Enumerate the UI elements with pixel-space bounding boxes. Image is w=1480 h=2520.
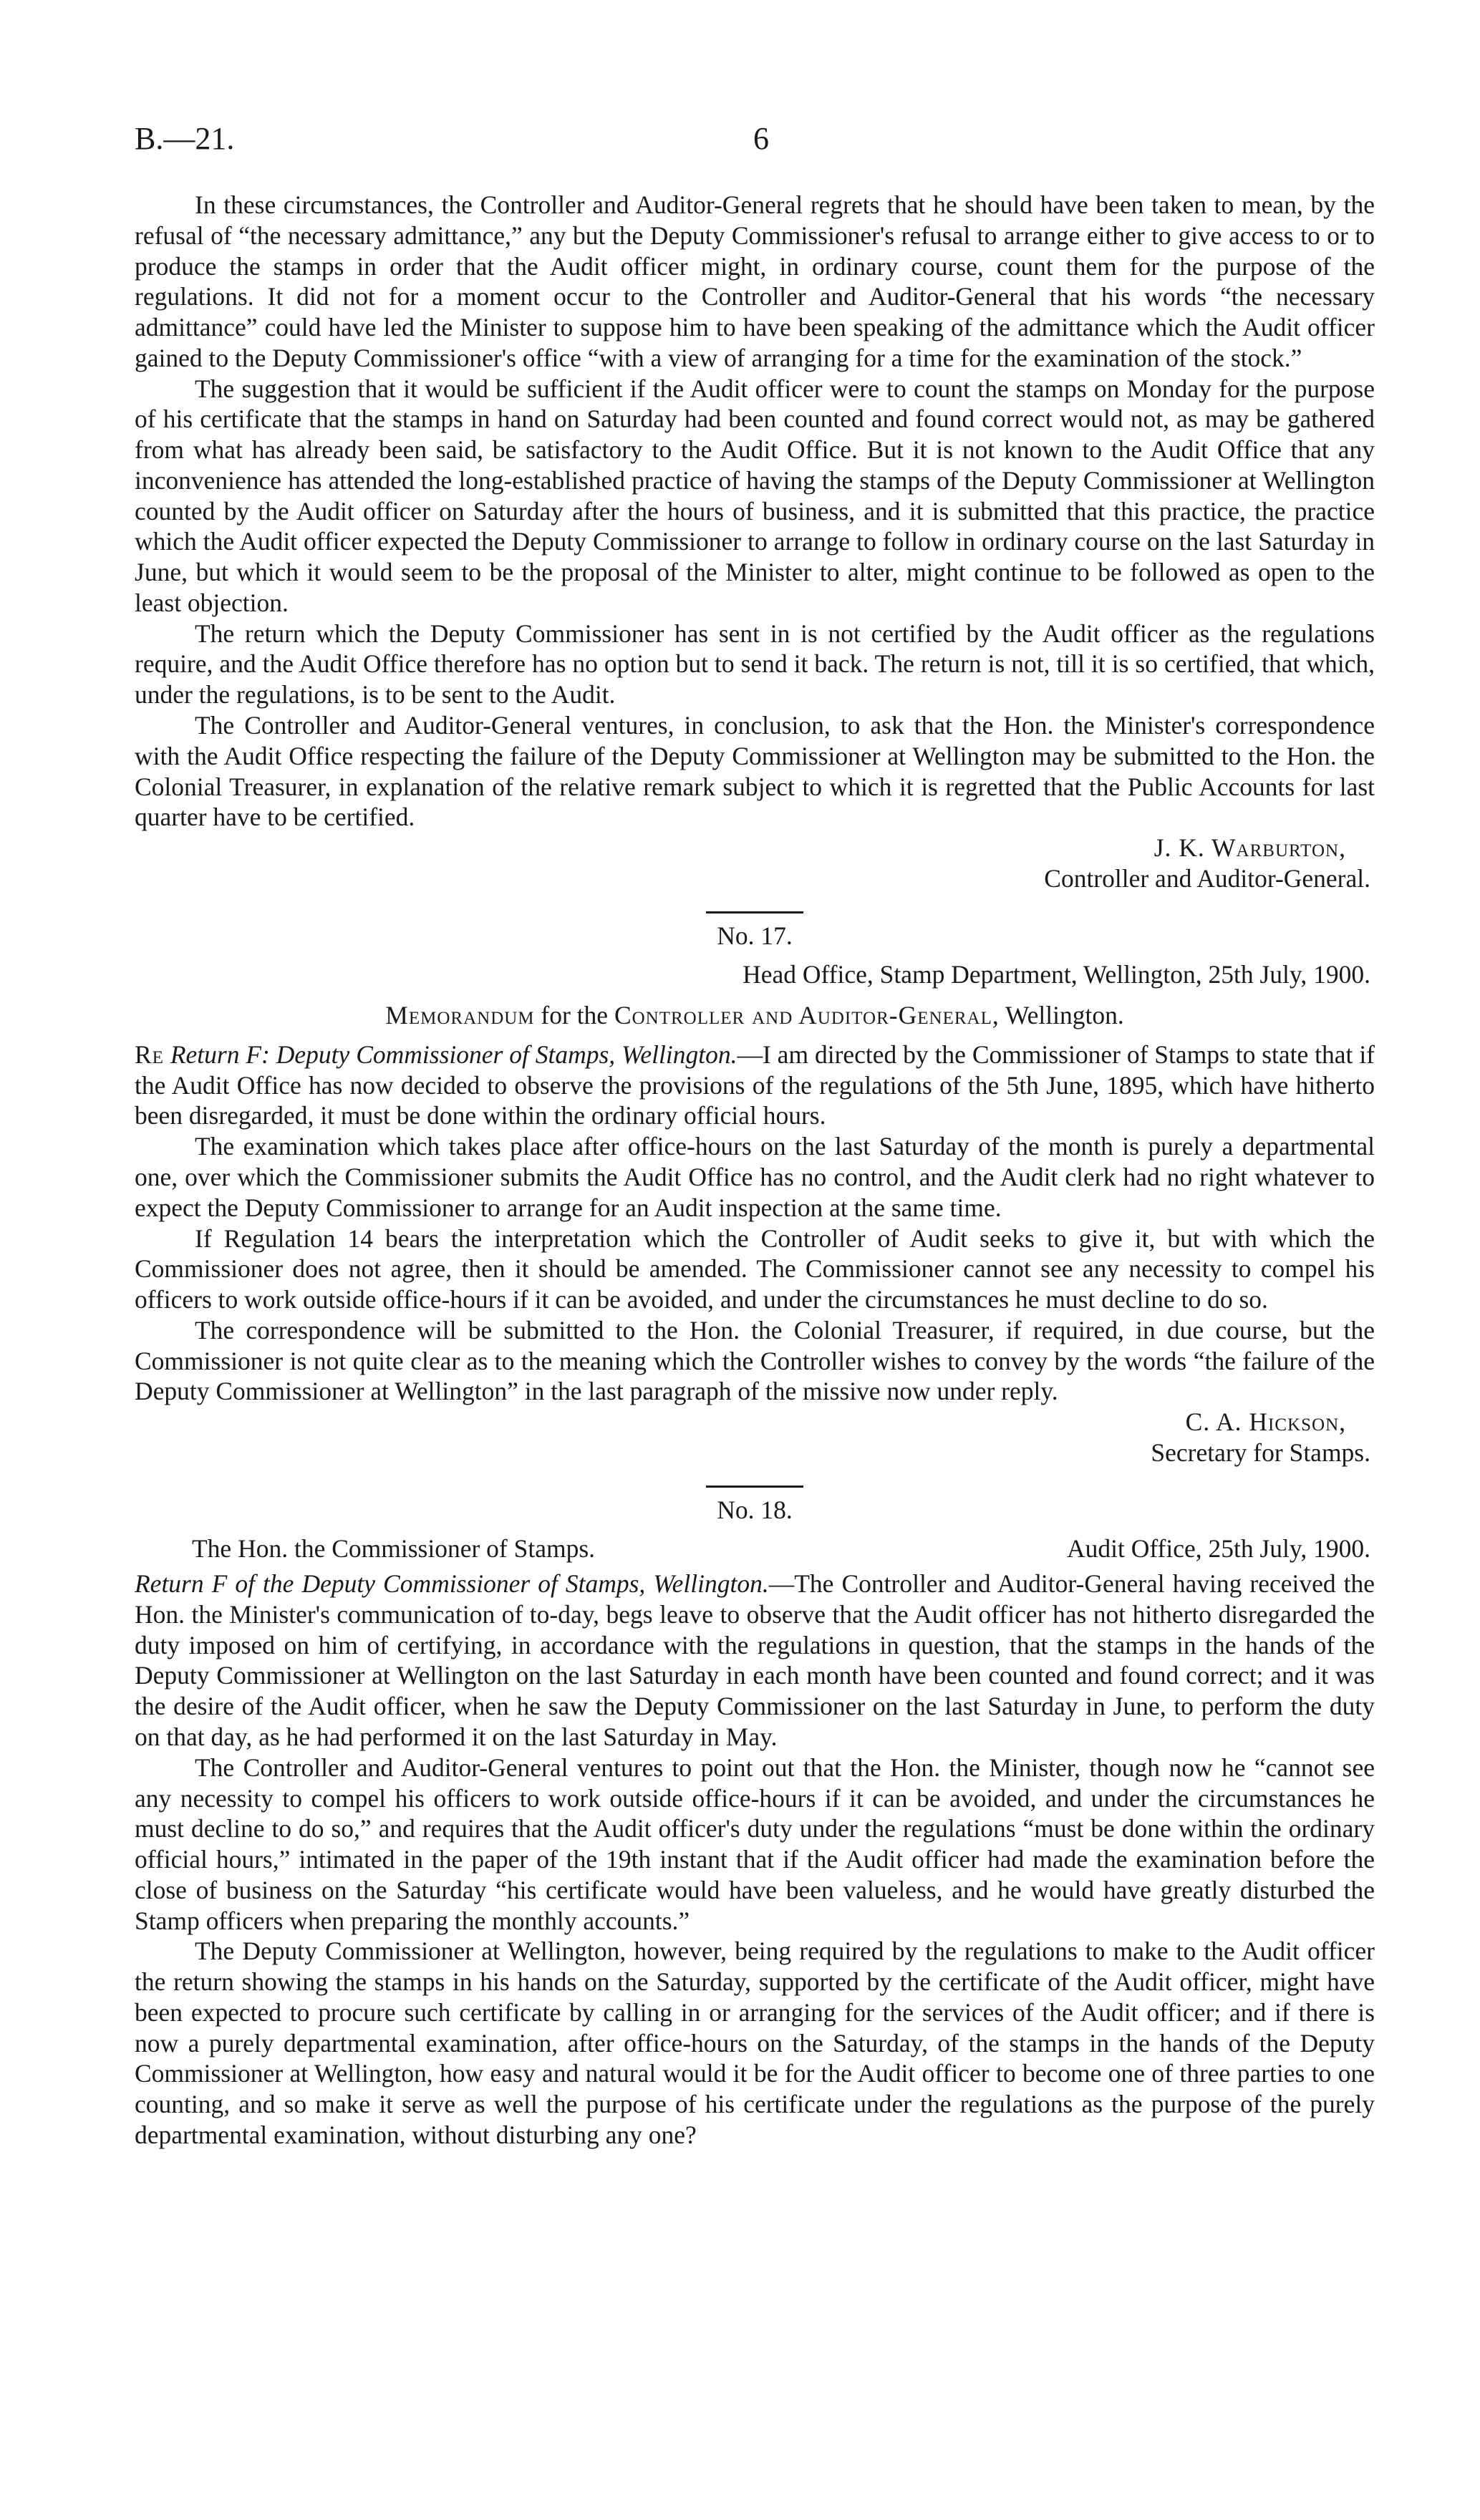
paragraph: The examination which takes place after office-hours on the last Saturday of the month is purely a departmental one, over which the Commissioner submits the Audit Office has no control, and the Audit clerk had no right whatever to expect the Deputy Commissioner to arrange for an Audit inspection at the same time.	[135, 1132, 1375, 1222]
signature-name-text: J. K. Warburton,	[1153, 833, 1346, 863]
page-number: 6	[753, 121, 769, 156]
signature-name	[135, 1407, 1375, 1438]
re-subject: Return F: Deputy Commissioner of Stamps, Wellington.	[170, 1040, 737, 1069]
signature-name-text: C. A. Hickson,	[1185, 1407, 1346, 1437]
addressee: The Hon. the Commissioner of Stamps.	[192, 1534, 596, 1564]
memo-for: for the	[541, 1001, 609, 1030]
signature-title: Secretary for Stamps.	[1151, 1438, 1370, 1467]
paragraph: The Controller and Auditor-General ventures to point out that the Hon. the Minister, though now he “cannot see any necessity to compel his officers to work outside office-hours if it can be avoided, and under the circumstances he must decline to do so,” and requires that the Audit officer's duty under the regulations “must be done within the ordinary official hours,” intimated in the paper of the 19th instant that if the Audit officer had made the examination before the close of business on the Saturday “his certificate would have been valueless, and he would have greatly disturbed the Stamp officers when preparing the monthly accounts.”	[135, 1753, 1375, 1935]
paragraph: The Deputy Commissioner at Wellington, however, being required by the regulations to make to the Audit officer the return showing the stamps in his hands on the Saturday, supported by the certificate of the Audit officer, might have been expected to procure such certificate by calling in or arranging for the services of the Audit officer; and if there is now a purely departmental examination, after office-hours on the Saturday, of the stamps in the hands of the Deputy Commissioner at Wellington, how easy and natural would it be for the Audit officer to become one of three parties to one counting, and so make it serve as well the purpose of his certificate under the regulations as the purpose of the purely departmental examination, without disturbing any one?	[135, 1937, 1375, 2149]
re-label: Re	[135, 1040, 164, 1069]
memorandum-heading	[135, 1000, 1375, 1031]
address-line	[192, 1533, 1370, 1564]
place-date: Audit Office, 25th July, 1900.	[1067, 1534, 1370, 1564]
paragraph: In these circumstances, the Controller and Auditor-General regrets that he should have been taken to mean, by the refusal of “the necessary admittance,” any but the Deputy Commissioner's refusal to arrange either to give access to or to produce the stamps in order that the Audit officer might, in ordinary course, count them for the purpose of the regulations. It did not for a moment occur to the Controller and Auditor-General that his words “the necessary admittance” could have led the Minister to suppose him to have been speaking of the admittance which the Audit officer gained to the Deputy Commissioner's office “with a view of arranging for a time for the examination of the stock.”	[135, 190, 1375, 372]
section-divider	[706, 1486, 803, 1488]
signature-title: Controller and Auditor-General.	[1044, 863, 1370, 893]
signature-name	[135, 833, 1375, 863]
document-number: No. 18.	[717, 1495, 793, 1524]
paragraph: The Controller and Auditor-General ventures, in conclusion, to ask that the Hon. the Minister's correspondence with the Audit Office respecting the failure of the Deputy Commissioner at Wellington may be submitted to the Hon. the Colonial Treasurer, in explanation of the relative remark subject to which it is regretted that the Public Accounts for last quarter have to be certified.	[135, 711, 1375, 832]
document-body	[135, 190, 1375, 2151]
paragraph: The suggestion that it would be sufficient if the Audit officer were to count the stamps on Monday for the purpose of his certificate that the stamps in hand on Saturday had been counted and found correct would not, as may be gathered from what has already been said, be satisfactory to the Audit Office. But it is not known to the Audit Office that any inconvenience has attended the long-established practice of having the stamps of the Deputy Commissioner at Wellington counted by the Audit officer on Saturday after the hours of business, and it is submitted that this practice, the practice which the Audit officer expected the Deputy Commissioner to arrange to follow in ordinary course on the last Saturday in June, but which it would seem to be the proposal of the Minister to alter, might continue to be followed as open to the least objection.	[135, 374, 1375, 617]
paragraph: If Regulation 14 bears the interpretation which the Controller of Audit seeks to give it, but with which the Commissioner does not agree, then it should be amended. The Commissioner cannot see any necessity to compel his officers to work outside office-hours if it can be avoided, and under the circumstances he must decline to do so.	[135, 1223, 1375, 1314]
paragraph	[135, 1040, 1375, 1131]
section-divider	[706, 911, 803, 914]
paragraph-text: —The Controller and Auditor-General having received the Hon. the Minister's communication of to-day, begs leave to observe that the Audit officer has not hitherto disregarded the duty imposed on him of certifying, in accordance with the regulations in question, that the stamps in the hands of the Deputy Commissioner at Wellington on the last Saturday in each month have been counted and found correct; and it was the desire of the Audit officer, when he saw the Deputy Commissioner on the last Saturday in June, to perform the duty on that day, as he had performed it on the last Saturday in May.	[135, 1569, 1375, 1751]
memo-word: Memorandum	[385, 1001, 535, 1030]
place-date: Head Office, Stamp Department, Wellington, 25th July, 1900.	[743, 960, 1370, 989]
document-number: No. 17.	[717, 921, 793, 950]
paragraph-text: —I am directed by the Commissioner of Stamps to state that if the Audit Office has now decided to observe the provisions of the regulations of the 5th June, 1895, which have hitherto been disregarded, it must be done within the ordinary official hours.	[135, 1040, 1375, 1130]
document-code: B.—21.	[135, 121, 235, 156]
paragraph: The return which the Deputy Commissioner has sent in is not certified by the Audit officer as the regulations require, and the Audit Office therefore has no option but to send it back. The return is not, till it is so certified, that which, under the regulations, is to be sent to the Audit.	[135, 619, 1375, 709]
paragraph	[135, 1569, 1375, 1753]
memo-place: Wellington.	[1005, 1001, 1124, 1030]
memo-recipient: Controller and Auditor-General,	[614, 1001, 1000, 1030]
subject: Return F of the Deputy Commissioner of Stamps, Wellington.	[135, 1569, 769, 1599]
paragraph: The correspondence will be submitted to the Hon. the Colonial Treasurer, if required, in due course, but the Commissioner is not quite clear as to the meaning which the Controller wishes to convey by the words “the failure of the Deputy Commissioner at Wellington” in the last paragraph of the missive now under reply.	[135, 1315, 1375, 1406]
